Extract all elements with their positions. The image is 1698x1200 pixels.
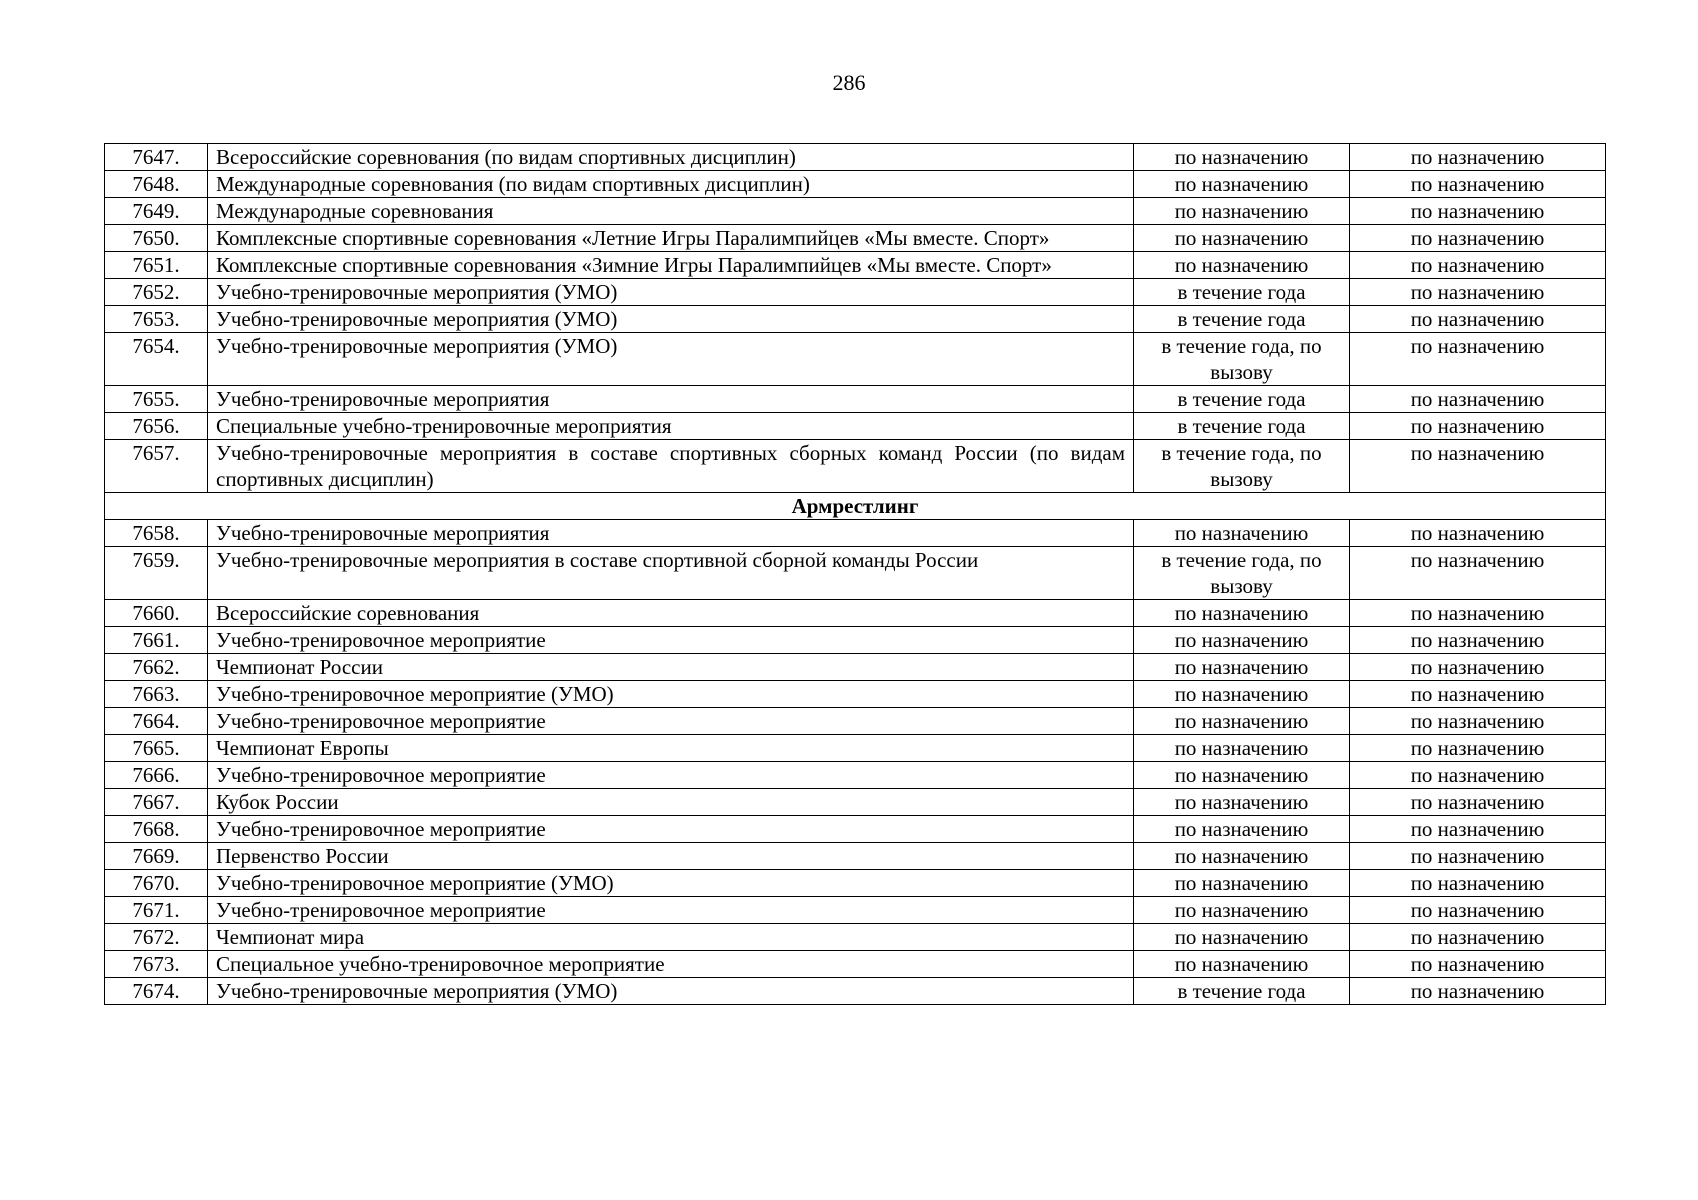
- event-schedule: по назначению: [1350, 843, 1606, 870]
- event-period: по назначению: [1134, 924, 1350, 951]
- event-schedule: по назначению: [1350, 654, 1606, 681]
- event-name: Учебно-тренировочные мероприятия (УМО): [208, 978, 1134, 1005]
- event-schedule: по назначению: [1350, 440, 1606, 493]
- row-number: 7649.: [105, 198, 208, 225]
- event-schedule: по назначению: [1350, 144, 1606, 171]
- row-number: 7669.: [105, 843, 208, 870]
- table-row: [105, 708, 1606, 735]
- row-number: 7647.: [105, 144, 208, 171]
- event-name: Специальные учебно-тренировочные мероприятия: [208, 413, 1134, 440]
- table-row: [105, 924, 1606, 951]
- event-name: Учебно-тренировочные мероприятия: [208, 520, 1134, 547]
- event-schedule: по назначению: [1350, 627, 1606, 654]
- event-schedule: по назначению: [1350, 306, 1606, 333]
- row-number: 7672.: [105, 924, 208, 951]
- event-name: Учебно-тренировочное мероприятие: [208, 762, 1134, 789]
- section-header-row: [105, 493, 1606, 520]
- table-row: [105, 279, 1606, 306]
- event-schedule: по назначению: [1350, 225, 1606, 252]
- event-period: по назначению: [1134, 627, 1350, 654]
- row-number: 7653.: [105, 306, 208, 333]
- row-number: 7650.: [105, 225, 208, 252]
- event-schedule: по назначению: [1350, 681, 1606, 708]
- event-schedule: по назначению: [1350, 708, 1606, 735]
- event-schedule: по назначению: [1350, 279, 1606, 306]
- event-name: Кубок России: [208, 789, 1134, 816]
- event-schedule: по назначению: [1350, 386, 1606, 413]
- row-number: 7666.: [105, 762, 208, 789]
- event-schedule: по назначению: [1350, 762, 1606, 789]
- row-number: 7657.: [105, 440, 208, 493]
- event-period: по назначению: [1134, 225, 1350, 252]
- event-period: в течение года, по вызову: [1134, 440, 1350, 493]
- row-number: 7651.: [105, 252, 208, 279]
- event-period: по назначению: [1134, 144, 1350, 171]
- event-period: по назначению: [1134, 762, 1350, 789]
- page-number: 286: [832, 70, 866, 95]
- row-number: 7674.: [105, 978, 208, 1005]
- table-row: [105, 978, 1606, 1005]
- event-period: в течение года: [1134, 978, 1350, 1005]
- event-schedule: по назначению: [1350, 171, 1606, 198]
- event-name: Учебно-тренировочное мероприятие (УМО): [208, 681, 1134, 708]
- event-name: Учебно-тренировочное мероприятие: [208, 897, 1134, 924]
- event-period: в течение года: [1134, 386, 1350, 413]
- event-period: по назначению: [1134, 789, 1350, 816]
- row-number: 7665.: [105, 735, 208, 762]
- row-number: 7670.: [105, 870, 208, 897]
- row-number: 7654.: [105, 333, 208, 386]
- row-number: 7671.: [105, 897, 208, 924]
- event-name: Учебно-тренировочное мероприятие (УМО): [208, 870, 1134, 897]
- event-name: Чемпионат России: [208, 654, 1134, 681]
- event-name: Всероссийские соревнования (по видам спортивных дисциплин): [208, 144, 1134, 171]
- event-period: по назначению: [1134, 843, 1350, 870]
- table-row: [105, 843, 1606, 870]
- table-row: [105, 144, 1606, 171]
- table-row: [105, 681, 1606, 708]
- event-schedule: по назначению: [1350, 816, 1606, 843]
- event-name: Чемпионат Европы: [208, 735, 1134, 762]
- table-row: [105, 789, 1606, 816]
- event-schedule: по назначению: [1350, 897, 1606, 924]
- row-number: 7662.: [105, 654, 208, 681]
- event-schedule: по назначению: [1350, 978, 1606, 1005]
- event-name: Первенство России: [208, 843, 1134, 870]
- event-period: в течение года, по вызову: [1134, 333, 1350, 386]
- event-name: Учебно-тренировочные мероприятия (УМО): [208, 306, 1134, 333]
- table-row: [105, 600, 1606, 627]
- row-number: 7664.: [105, 708, 208, 735]
- row-number: 7655.: [105, 386, 208, 413]
- row-number: 7673.: [105, 951, 208, 978]
- event-period: в течение года: [1134, 279, 1350, 306]
- table-row: [105, 333, 1606, 386]
- event-schedule: по назначению: [1350, 547, 1606, 600]
- row-number: 7652.: [105, 279, 208, 306]
- event-period: по назначению: [1134, 681, 1350, 708]
- row-number: 7648.: [105, 171, 208, 198]
- event-name: Учебно-тренировочное мероприятие: [208, 816, 1134, 843]
- event-period: по назначению: [1134, 897, 1350, 924]
- row-number: 7658.: [105, 520, 208, 547]
- event-period: по назначению: [1134, 654, 1350, 681]
- row-number: 7661.: [105, 627, 208, 654]
- event-name: Комплексные спортивные соревнования «Летние Игры Паралимпийцев «Мы вместе. Спорт»: [208, 225, 1134, 252]
- table-row: [105, 520, 1606, 547]
- table-row: [105, 951, 1606, 978]
- table-row: [105, 171, 1606, 198]
- row-number: 7659.: [105, 547, 208, 600]
- table-row: [105, 816, 1606, 843]
- event-period: по назначению: [1134, 600, 1350, 627]
- event-period: по назначению: [1134, 252, 1350, 279]
- event-name: Учебно-тренировочные мероприятия (УМО): [208, 333, 1134, 386]
- event-name: Комплексные спортивные соревнования «Зимние Игры Паралимпийцев «Мы вместе. Спорт»: [208, 252, 1134, 279]
- event-period: по назначению: [1134, 735, 1350, 762]
- event-period: по назначению: [1134, 520, 1350, 547]
- event-period: в течение года: [1134, 413, 1350, 440]
- table-row: [105, 762, 1606, 789]
- table-row: [105, 413, 1606, 440]
- event-period: по назначению: [1134, 951, 1350, 978]
- event-period: в течение года, по вызову: [1134, 547, 1350, 600]
- event-schedule: по назначению: [1350, 735, 1606, 762]
- table-row: [105, 654, 1606, 681]
- table-row: [105, 225, 1606, 252]
- event-period: по назначению: [1134, 816, 1350, 843]
- row-number: 7667.: [105, 789, 208, 816]
- row-number: 7668.: [105, 816, 208, 843]
- event-period: по назначению: [1134, 198, 1350, 225]
- row-number: 7660.: [105, 600, 208, 627]
- event-name: Специальное учебно-тренировочное мероприятие: [208, 951, 1134, 978]
- table-row: [105, 252, 1606, 279]
- event-period: по назначению: [1134, 708, 1350, 735]
- event-schedule: по назначению: [1350, 333, 1606, 386]
- section-title: Армрестлинг: [105, 493, 1606, 520]
- table-row: [105, 870, 1606, 897]
- table-row: [105, 735, 1606, 762]
- event-schedule: по назначению: [1350, 198, 1606, 225]
- table-row: [105, 198, 1606, 225]
- table-row: [105, 386, 1606, 413]
- event-schedule: по назначению: [1350, 252, 1606, 279]
- row-number: 7663.: [105, 681, 208, 708]
- event-schedule: по назначению: [1350, 413, 1606, 440]
- event-name: Всероссийские соревнования: [208, 600, 1134, 627]
- event-schedule: по назначению: [1350, 924, 1606, 951]
- event-schedule: по назначению: [1350, 870, 1606, 897]
- table-row: [105, 440, 1606, 493]
- table-row: [105, 627, 1606, 654]
- events-table: [104, 143, 1606, 1005]
- event-name: Учебно-тренировочные мероприятия в составе спортивных сборных команд России (по видам спортивных дисциплин): [208, 440, 1134, 493]
- table-row: [105, 897, 1606, 924]
- event-name: Чемпионат мира: [208, 924, 1134, 951]
- event-name: Международные соревнования (по видам спортивных дисциплин): [208, 171, 1134, 198]
- event-name: Учебно-тренировочное мероприятие: [208, 708, 1134, 735]
- row-number: 7656.: [105, 413, 208, 440]
- event-period: в течение года: [1134, 306, 1350, 333]
- event-schedule: по назначению: [1350, 600, 1606, 627]
- event-schedule: по назначению: [1350, 789, 1606, 816]
- events-table-body: [105, 144, 1606, 1005]
- event-name: Учебно-тренировочные мероприятия: [208, 386, 1134, 413]
- event-period: по назначению: [1134, 870, 1350, 897]
- event-schedule: по назначению: [1350, 951, 1606, 978]
- table-row: [105, 547, 1606, 600]
- event-name: Учебно-тренировочные мероприятия (УМО): [208, 279, 1134, 306]
- event-name: Учебно-тренировочные мероприятия в составе спортивной сборной команды России: [208, 547, 1134, 600]
- event-schedule: по назначению: [1350, 520, 1606, 547]
- event-name: Международные соревнования: [208, 198, 1134, 225]
- event-name: Учебно-тренировочное мероприятие: [208, 627, 1134, 654]
- event-period: по назначению: [1134, 171, 1350, 198]
- table-row: [105, 306, 1606, 333]
